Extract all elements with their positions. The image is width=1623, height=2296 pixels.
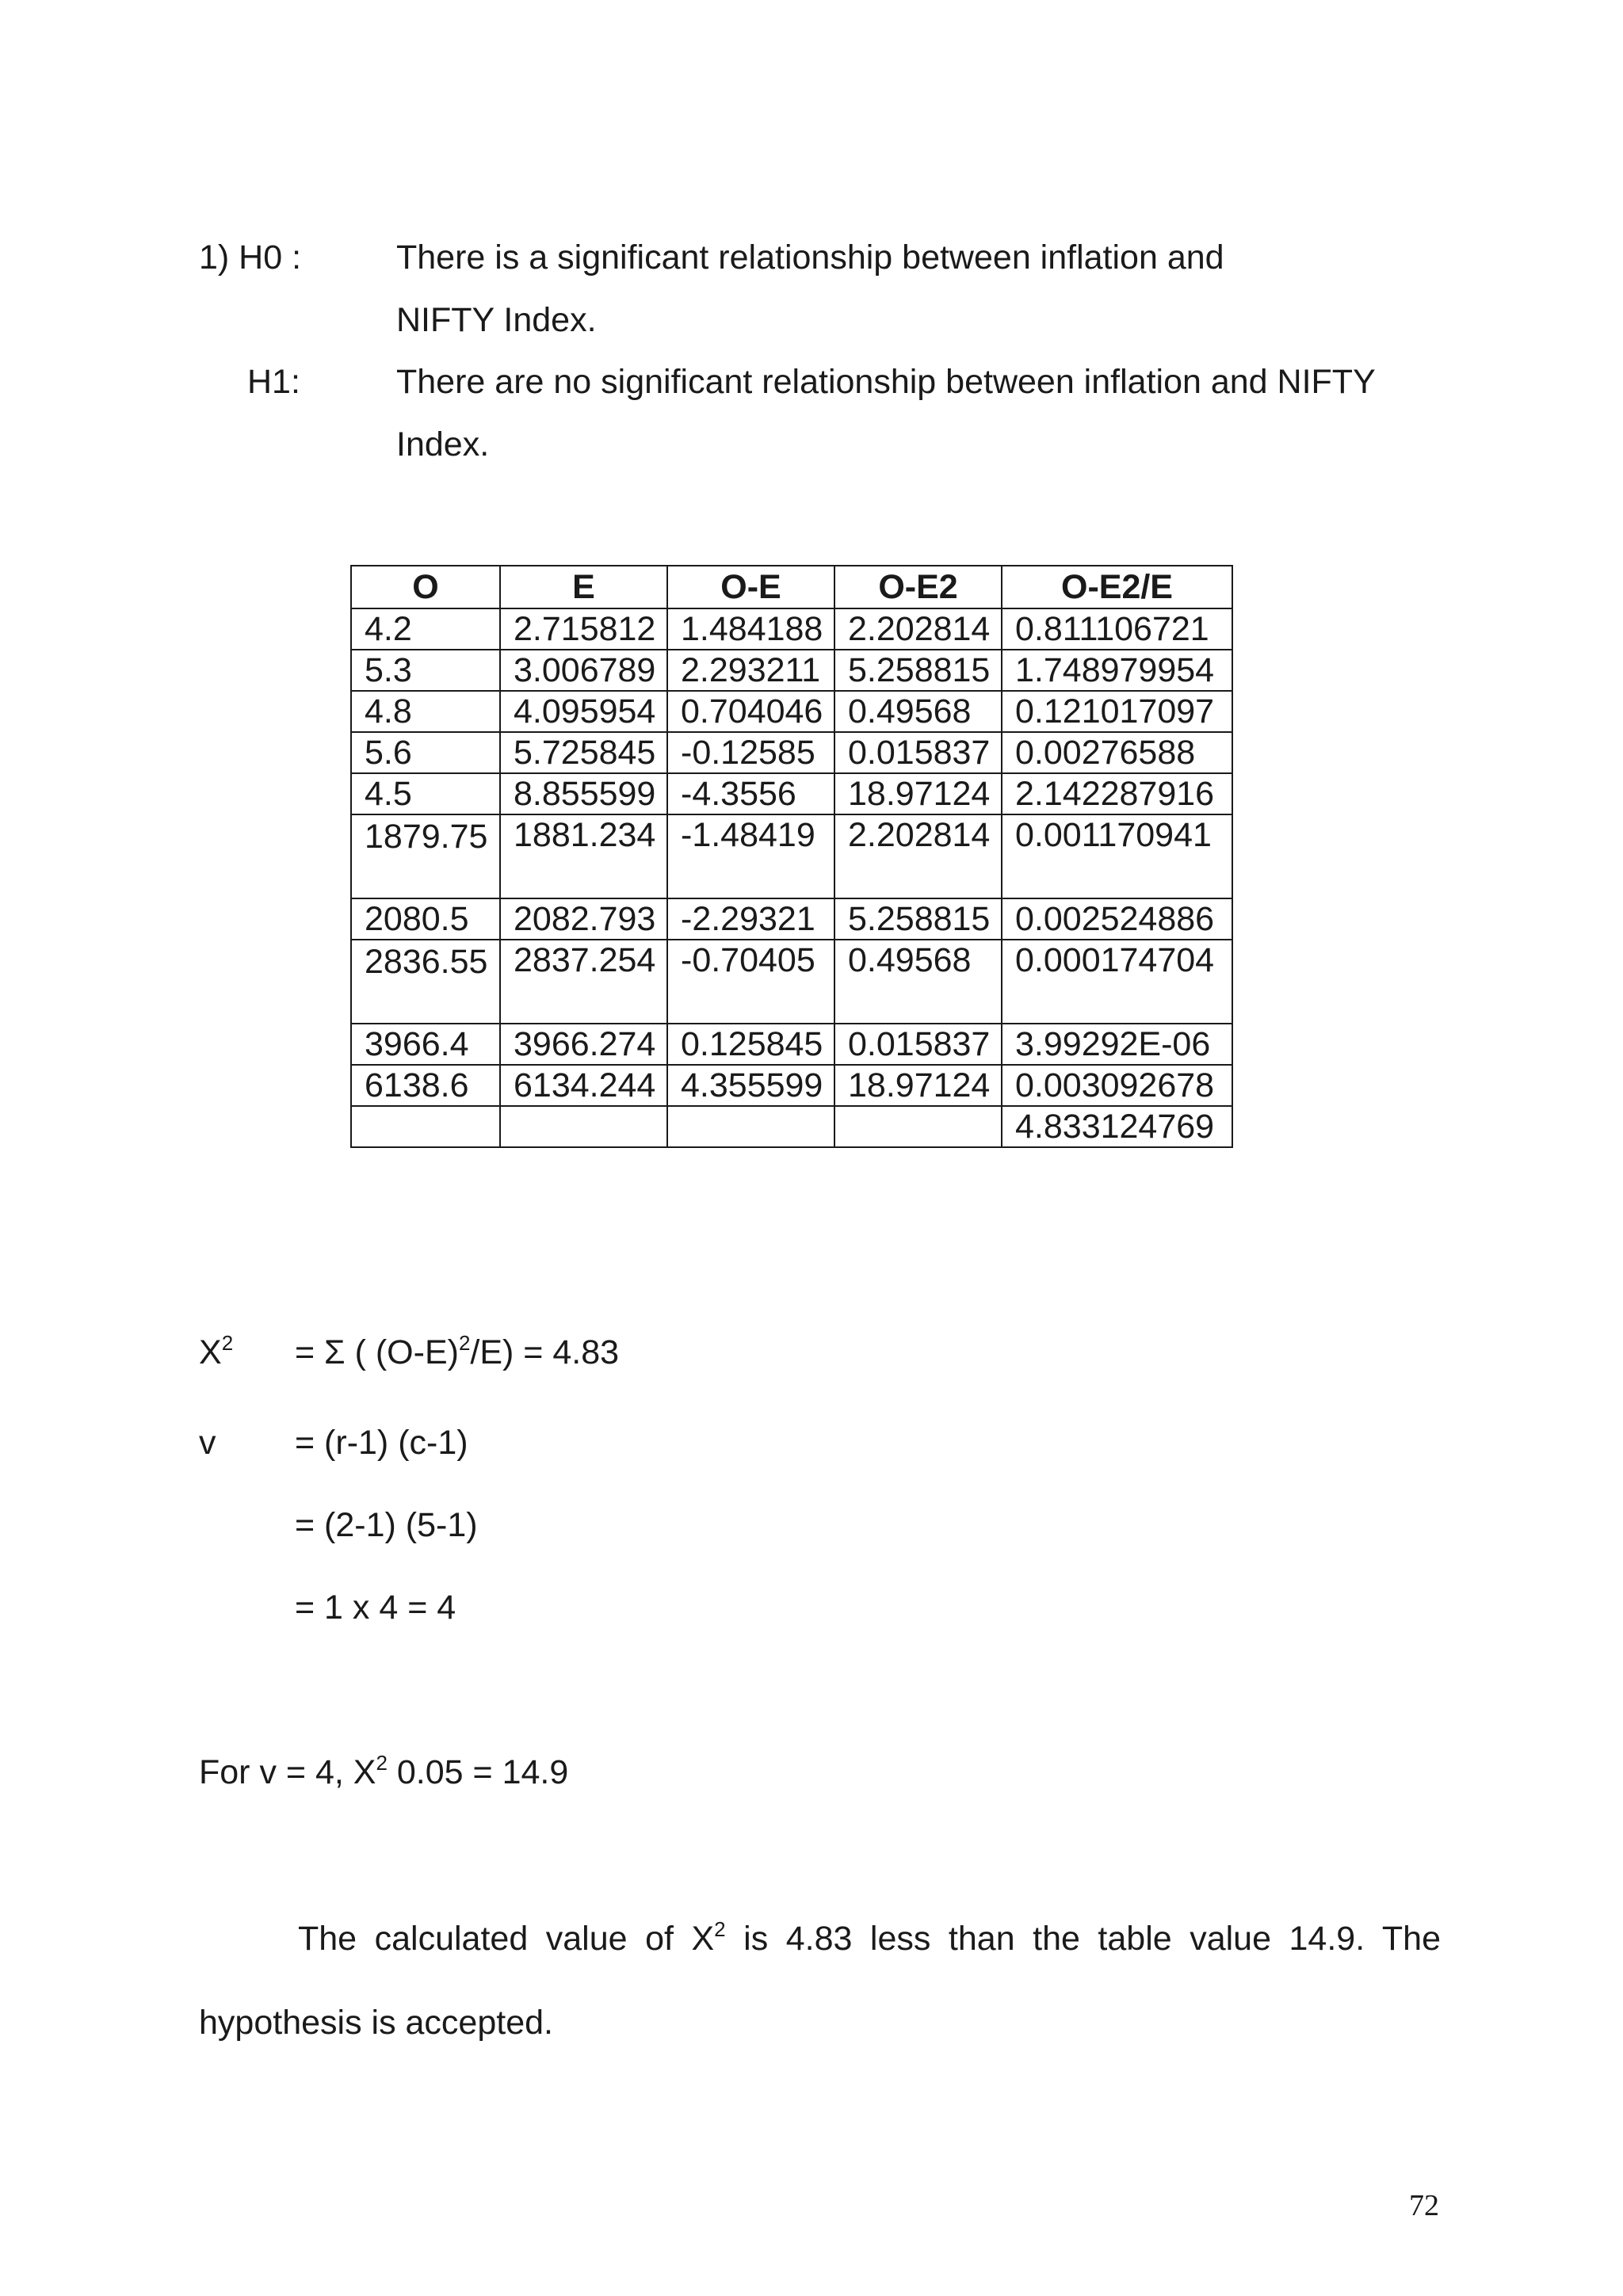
- cell-o-minus-e-squared: 5.258815: [834, 898, 1002, 940]
- cell-o-text: 1879.75: [365, 818, 488, 856]
- df-equation-line2: = (2-1) (5-1): [295, 1506, 478, 1544]
- cell-o: 5.6: [351, 732, 500, 773]
- cell-o-minus-e-squared: 2.202814: [834, 608, 1002, 650]
- cell-o-minus-e: -0.12585: [667, 732, 834, 773]
- cell-o-minus-e: 0.125845: [667, 1024, 834, 1065]
- table-row: [351, 773, 1232, 814]
- cell-o-minus-e-squared: 0.49568: [834, 940, 1002, 1024]
- table-row: [351, 650, 1232, 691]
- cell-ratio: 0.002524886: [1002, 898, 1232, 940]
- header-o-minus-e: O-E: [667, 566, 834, 608]
- cell-o: 4.8: [351, 691, 500, 732]
- cell-o-minus-e: 2.293211: [667, 650, 834, 691]
- cell-o: 3966.4: [351, 1024, 500, 1065]
- chi-equation-superscript: 2: [458, 1331, 471, 1355]
- cell-ratio: 0.001170941: [1002, 814, 1232, 898]
- cell-ratio: 0.000174704: [1002, 940, 1232, 1024]
- chi-square-symbol: [199, 1331, 234, 1371]
- table-row: [351, 1065, 1232, 1106]
- cell-ratio: 0.811106721: [1002, 608, 1232, 650]
- table-row: [351, 608, 1232, 650]
- cell-ratio: 0.121017097: [1002, 691, 1232, 732]
- table-row: [351, 732, 1232, 773]
- table-total-row: [351, 1106, 1232, 1147]
- cell-e: 6134.244: [500, 1065, 667, 1106]
- conclusion-part1: The calculated value of X: [298, 1920, 715, 1958]
- conclusion-line2: hypothesis is accepted.: [199, 2004, 553, 2042]
- cell-o-minus-e: -0.70405: [667, 940, 834, 1024]
- conclusion-part2: is 4.83 less than the table value 14.9. The: [725, 1920, 1441, 1958]
- table-value-line: [199, 1751, 569, 1791]
- chi-equation-part2: /E) = 4.83: [470, 1333, 620, 1371]
- table-row: [351, 1024, 1232, 1065]
- table-row: [351, 691, 1232, 732]
- h0-label: 1) H0 :: [199, 238, 302, 277]
- cell-e: 4.095954: [500, 691, 667, 732]
- chi-square-table: [350, 565, 1233, 1148]
- cell-e: 1881.234: [500, 814, 667, 898]
- cell-o-minus-e-squared: 5.258815: [834, 650, 1002, 691]
- cell-e: 3966.274: [500, 1024, 667, 1065]
- cell-o-minus-e-squared: 0.49568: [834, 691, 1002, 732]
- table-row: [351, 940, 1232, 1024]
- h0-text-line1: There is a significant relationship between inflation and: [396, 238, 1224, 277]
- cell-ratio: 3.99292E-06: [1002, 1024, 1232, 1065]
- chi-square-equation: [295, 1331, 620, 1371]
- table-row: [351, 814, 1232, 898]
- cell-o-minus-e-squared: 2.202814: [834, 814, 1002, 898]
- cell-e: 8.855599: [500, 773, 667, 814]
- cell-o-minus-e-squared: 18.97124: [834, 773, 1002, 814]
- table-header-row: [351, 566, 1232, 608]
- cell-e: [500, 1106, 667, 1147]
- cell-o-minus-e: 4.355599: [667, 1065, 834, 1106]
- cell-o-minus-e: -4.3556: [667, 773, 834, 814]
- cell-ratio: 1.748979954: [1002, 650, 1232, 691]
- cell-o-minus-e-squared: [834, 1106, 1002, 1147]
- cell-o: [351, 814, 500, 898]
- chi-equation-part1: = Σ ( (O-E): [295, 1333, 459, 1371]
- cell-o-text: 2836.55: [365, 943, 488, 981]
- table-value-part1: For v = 4, X: [199, 1753, 376, 1791]
- h0-text-line2: NIFTY Index.: [396, 301, 597, 339]
- conclusion-line1: [298, 1917, 1441, 1958]
- cell-o-minus-e: [667, 1106, 834, 1147]
- df-equation-line1: = (r-1) (c-1): [295, 1424, 468, 1462]
- h1-text-line2: Index.: [396, 425, 490, 463]
- cell-o: 4.2: [351, 608, 500, 650]
- cell-o: 5.3: [351, 650, 500, 691]
- df-label: v: [199, 1424, 216, 1462]
- cell-ratio: 2.142287916: [1002, 773, 1232, 814]
- df-equation-line3: = 1 x 4 = 4: [295, 1589, 456, 1627]
- cell-o: [351, 1106, 500, 1147]
- header-e: E: [500, 566, 667, 608]
- header-o-minus-e-squared: O-E2: [834, 566, 1002, 608]
- table-value-part2: 0.05 = 14.9: [387, 1753, 569, 1791]
- cell-o-minus-e-squared: 0.015837: [834, 732, 1002, 773]
- cell-o-minus-e: 0.704046: [667, 691, 834, 732]
- h1-label: H1:: [247, 363, 300, 401]
- cell-o: 4.5: [351, 773, 500, 814]
- table-row: [351, 898, 1232, 940]
- cell-o: [351, 940, 500, 1024]
- cell-o-minus-e-squared: 18.97124: [834, 1065, 1002, 1106]
- cell-o: 6138.6: [351, 1065, 500, 1106]
- cell-o-minus-e-squared: 0.015837: [834, 1024, 1002, 1065]
- cell-total-ratio: 4.833124769: [1002, 1106, 1232, 1147]
- cell-o-minus-e: -2.29321: [667, 898, 834, 940]
- cell-e: 3.006789: [500, 650, 667, 691]
- cell-e: 2837.254: [500, 940, 667, 1024]
- cell-e: 2.715812: [500, 608, 667, 650]
- page-number: 72: [1409, 2189, 1439, 2222]
- chi-label: X: [199, 1333, 222, 1371]
- cell-ratio: 0.00276588: [1002, 732, 1232, 773]
- cell-o-minus-e: -1.48419: [667, 814, 834, 898]
- header-o: O: [351, 566, 500, 608]
- h1-text-line1: There are no significant relationship between inflation and NIFTY: [396, 363, 1376, 401]
- cell-o-minus-e: 1.484188: [667, 608, 834, 650]
- cell-e: 2082.793: [500, 898, 667, 940]
- conclusion-superscript: 2: [714, 1917, 726, 1941]
- cell-e: 5.725845: [500, 732, 667, 773]
- cell-ratio: 0.003092678: [1002, 1065, 1232, 1106]
- table-value-superscript: 2: [376, 1751, 388, 1775]
- header-ratio: O-E2/E: [1002, 566, 1232, 608]
- cell-o: 2080.5: [351, 898, 500, 940]
- chi-superscript: 2: [221, 1331, 234, 1355]
